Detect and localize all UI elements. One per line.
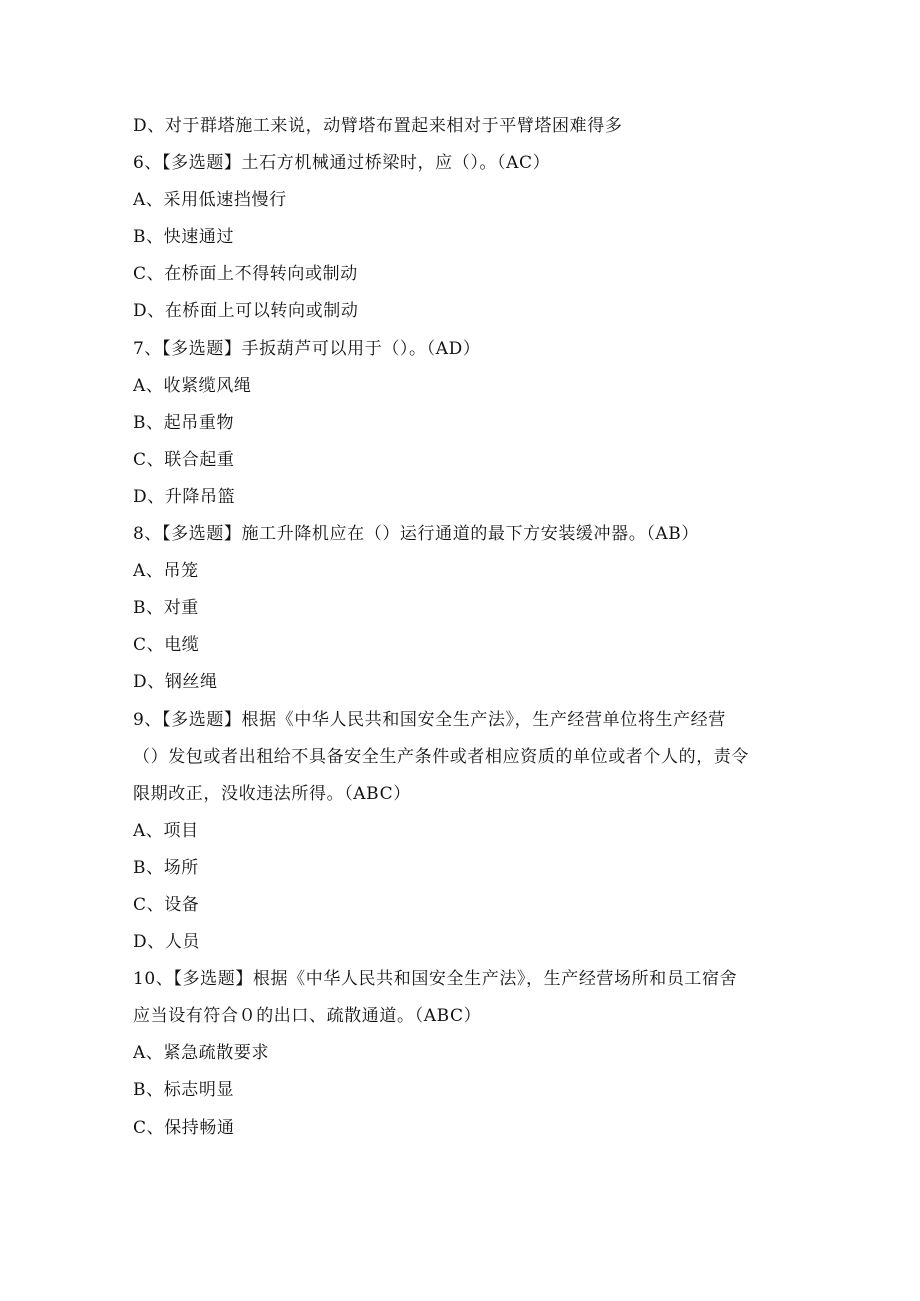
answer-option: C、联合起重 (133, 449, 235, 470)
answer-option: C、在桥面上不得转向或制动 (133, 264, 358, 285)
answer-option: D、升降吊篮 (133, 486, 236, 507)
question-line: 8、【多选题】施工升降机应在（）运行通道的最下方安装缓冲器。（AB） (133, 524, 699, 545)
answer-option: B、对重 (133, 598, 199, 619)
answer-option: B、快速通过 (133, 227, 235, 248)
question-stem (133, 961, 793, 1035)
question-stem (133, 516, 793, 553)
question-line: 限期改正，没收违法所得。（ABC） (133, 783, 411, 804)
question-stem (133, 331, 793, 368)
answer-option: D、在桥面上可以转向或制动 (133, 301, 359, 322)
answer-option: C、电缆 (133, 635, 200, 656)
question-stem (133, 702, 793, 813)
answer-option: D、人员 (133, 932, 201, 953)
answer-option: C、设备 (133, 894, 200, 915)
answer-option: B、起吊重物 (133, 412, 235, 433)
answer-option: D、对于群塔施工来说，动臂塔布置起来相对于平臂塔困难得多 (133, 116, 623, 136)
answer-option: D、钢丝绳 (133, 672, 218, 693)
answer-option: A、吊笼 (133, 561, 199, 582)
question-line: 应当设有符合０的出口、疏散通道。（ABC） (133, 1006, 482, 1027)
answer-option: B、场所 (133, 857, 199, 878)
answer-option: A、采用低速挡慢行 (133, 190, 287, 211)
question-line: 6、【多选题】土石方机械通过桥梁时，应（）。（AC） (133, 153, 551, 174)
question-line: 9、【多选题】根据《中华人民共和国安全生产法》，生产经营单位将生产经营 (133, 709, 726, 730)
question-stem (133, 145, 793, 182)
question-list (133, 108, 793, 1147)
answer-option: A、紧急疏散要求 (133, 1043, 270, 1064)
answer-option: B、标志明显 (133, 1080, 235, 1101)
answer-option: C、保持畅通 (133, 1117, 235, 1138)
answer-option: A、项目 (133, 820, 199, 841)
question-line: 7、【多选题】手扳葫芦可以用于（）。（AD） (133, 338, 481, 359)
question-line: （）发包或者出租给不具备安全生产条件或者相应资质的单位或者个人的，责令 (133, 746, 749, 767)
answer-option: A、收紧缆风绳 (133, 375, 252, 396)
question-line: 10、【多选题】根据《中华人民共和国安全生产法》，生产经营场所和员工宿舍 (133, 969, 738, 990)
